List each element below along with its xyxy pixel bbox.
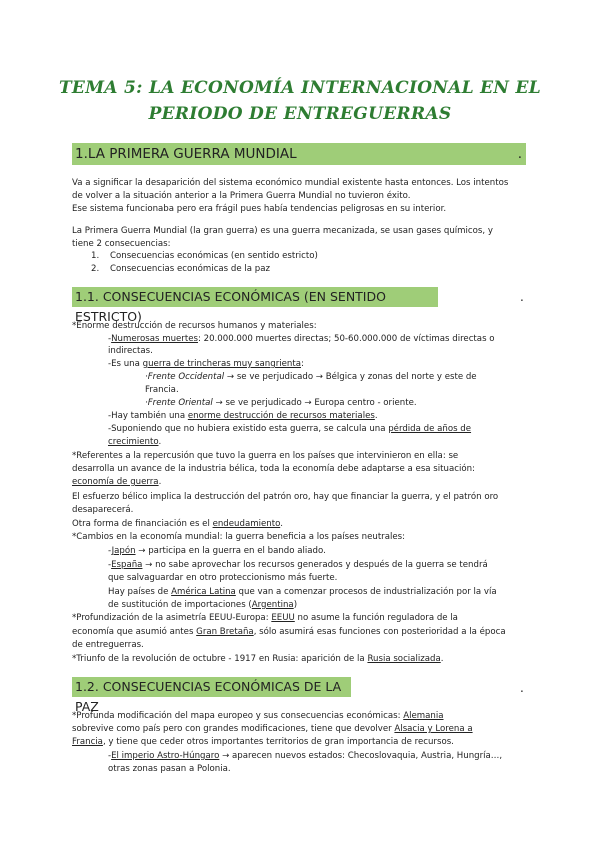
s12-line-f2: sobrevive como país pero con grandes modificaciones, tiene que devolver Alsacia y Lorena a	[72, 724, 473, 734]
s12-line-f5: otras zonas pasan a Polonia.	[108, 764, 231, 774]
s11-line-a4: -Es una guerra de trincheras muy sangrienta:	[108, 359, 304, 369]
s11-line-b6: Otra forma de financiación es el endeudamiento.	[72, 519, 283, 529]
s11-line-b3: economía de guerra.	[72, 477, 162, 487]
s11-line-e1: *Triunfo de la revolución de octubre - 1917 en Rusia: aparición de la Rusia socializada.	[72, 654, 444, 664]
section-heading-1-2-text: 1.2. CONSECUENCIAS ECONÓMICAS DE LA PAZ	[75, 679, 342, 714]
s11-line-d1: *Profundización de la asimetría EEUU-Europa: EEUU no asume la función reguladora de la	[72, 613, 458, 623]
intro-list-item-1: Consecuencias económicas (en sentido estricto)	[110, 251, 318, 261]
section-heading-1-2	[72, 677, 351, 714]
section-heading-1-1-dot: .	[520, 290, 524, 304]
s11-line-b4: El esfuerzo bélico implica la destrucción del patrón oro, hay que financiar la guerra, y el patrón oro	[72, 492, 499, 502]
intro-line-3: Ese sistema funcionaba pero era frágil pues había tendencias peligrosas en su interior.	[72, 204, 447, 214]
intro-line-4: La Primera Guerra Mundial (la gran guerra) es una guerra mecanizada, se usan gases químicos, y	[72, 226, 493, 236]
section-heading-1-2-dot: .	[520, 681, 524, 695]
s11-line-b5: desaparecerá.	[72, 505, 134, 515]
intro-line-5: tiene 2 consecuencias:	[72, 239, 171, 249]
s11-line-c3: -España → no sabe aprovechar los recursos generados y después de la guerra se tendrá	[108, 560, 488, 570]
s11-line-c5: Hay países de América Latina que van a comenzar procesos de industrialización por la vía	[108, 587, 497, 597]
s11-line-c4: que salvaguardar en otro proteccionismo más fuerte.	[108, 573, 338, 583]
document-title-line-1: TEMA 5: LA ECONOMÍA INTERNACIONAL EN EL	[58, 78, 541, 98]
section-heading-1-text: 1.LA PRIMERA GUERRA MUNDIAL	[75, 146, 297, 162]
s11-line-d2: economía que asumió antes Gran Bretaña, sólo asumirá esas funciones con posterioridad a la época	[72, 627, 506, 637]
s11-line-b2: desarrolla un avance de la industria bélica, toda la economía debe adaptarse a esa situación:	[72, 464, 475, 474]
section-heading-1-dot: .	[517, 146, 522, 162]
s11-line-a10: crecimiento.	[108, 437, 162, 447]
s12-line-f3: Francia, y tiene que ceder otros importantes territorios de gran importancia de recursos.	[72, 737, 454, 747]
s11-line-a2: -Numerosas muertes: 20.000.000 muertes directas; 50-60.000.000 de víctimas directas o	[108, 334, 495, 344]
intro-list-number-1: 1.	[91, 251, 100, 261]
s11-line-c6: de sustitución de importaciones (Argentina)	[108, 600, 298, 610]
s11-line-b1: *Referentes a la repercusión que tuvo la guerra en los países que intervinieron en ella: se	[72, 451, 459, 461]
intro-list-number-2: 2.	[91, 264, 100, 274]
s12-line-f4: -El imperio Astro-Húngaro → aparecen nuevos estados: Checoslovaquia, Austria, Hungría…,	[108, 751, 503, 761]
intro-line-2: de volver a la situación anterior a la Primera Guerra Mundial no tuvieron éxito.	[72, 191, 411, 201]
s11-line-a6: Francia.	[145, 385, 179, 395]
document-title-line-2: PERIODO DE ENTREGUERRAS	[148, 104, 452, 124]
s11-line-a1: *Enorme destrucción de recursos humanos y materiales:	[72, 321, 317, 331]
intro-list-item-2: Consecuencias económicas de la paz	[110, 264, 270, 274]
section-heading-1-1	[72, 287, 438, 324]
s11-line-d3: de entreguerras.	[72, 640, 144, 650]
s11-line-a3: indirectas.	[108, 346, 153, 356]
section-heading-1-1-text: 1.1. CONSECUENCIAS ECONÓMICAS (EN SENTIDO ESTRICTO)	[75, 289, 386, 324]
intro-line-1: Va a significar la desaparición del sistema económico mundial existente hasta entonces. Los intentos	[72, 178, 509, 188]
s11-line-c1: *Cambios en la economía mundial: la guerra beneficia a los países neutrales:	[72, 532, 406, 542]
s12-line-f1: *Profunda modificación del mapa europeo y sus consecuencias económicas: Alemania	[72, 711, 444, 721]
section-heading-1	[72, 143, 526, 165]
s11-line-a5: ·Frente Occidental → se ve perjudicado → Bélgica y zonas del norte y este de	[145, 372, 477, 382]
s11-line-a7: ·Frente Oriental → se ve perjudicado → Europa centro - oriente.	[145, 398, 417, 408]
s11-line-a9: -Suponiendo que no hubiera existido esta guerra, se calcula una pérdida de años de	[108, 424, 472, 434]
s11-line-a8: -Hay también una enorme destrucción de recursos materiales.	[108, 411, 378, 421]
s11-line-c2: -Japón → participa en la guerra en el bando aliado.	[108, 546, 326, 556]
